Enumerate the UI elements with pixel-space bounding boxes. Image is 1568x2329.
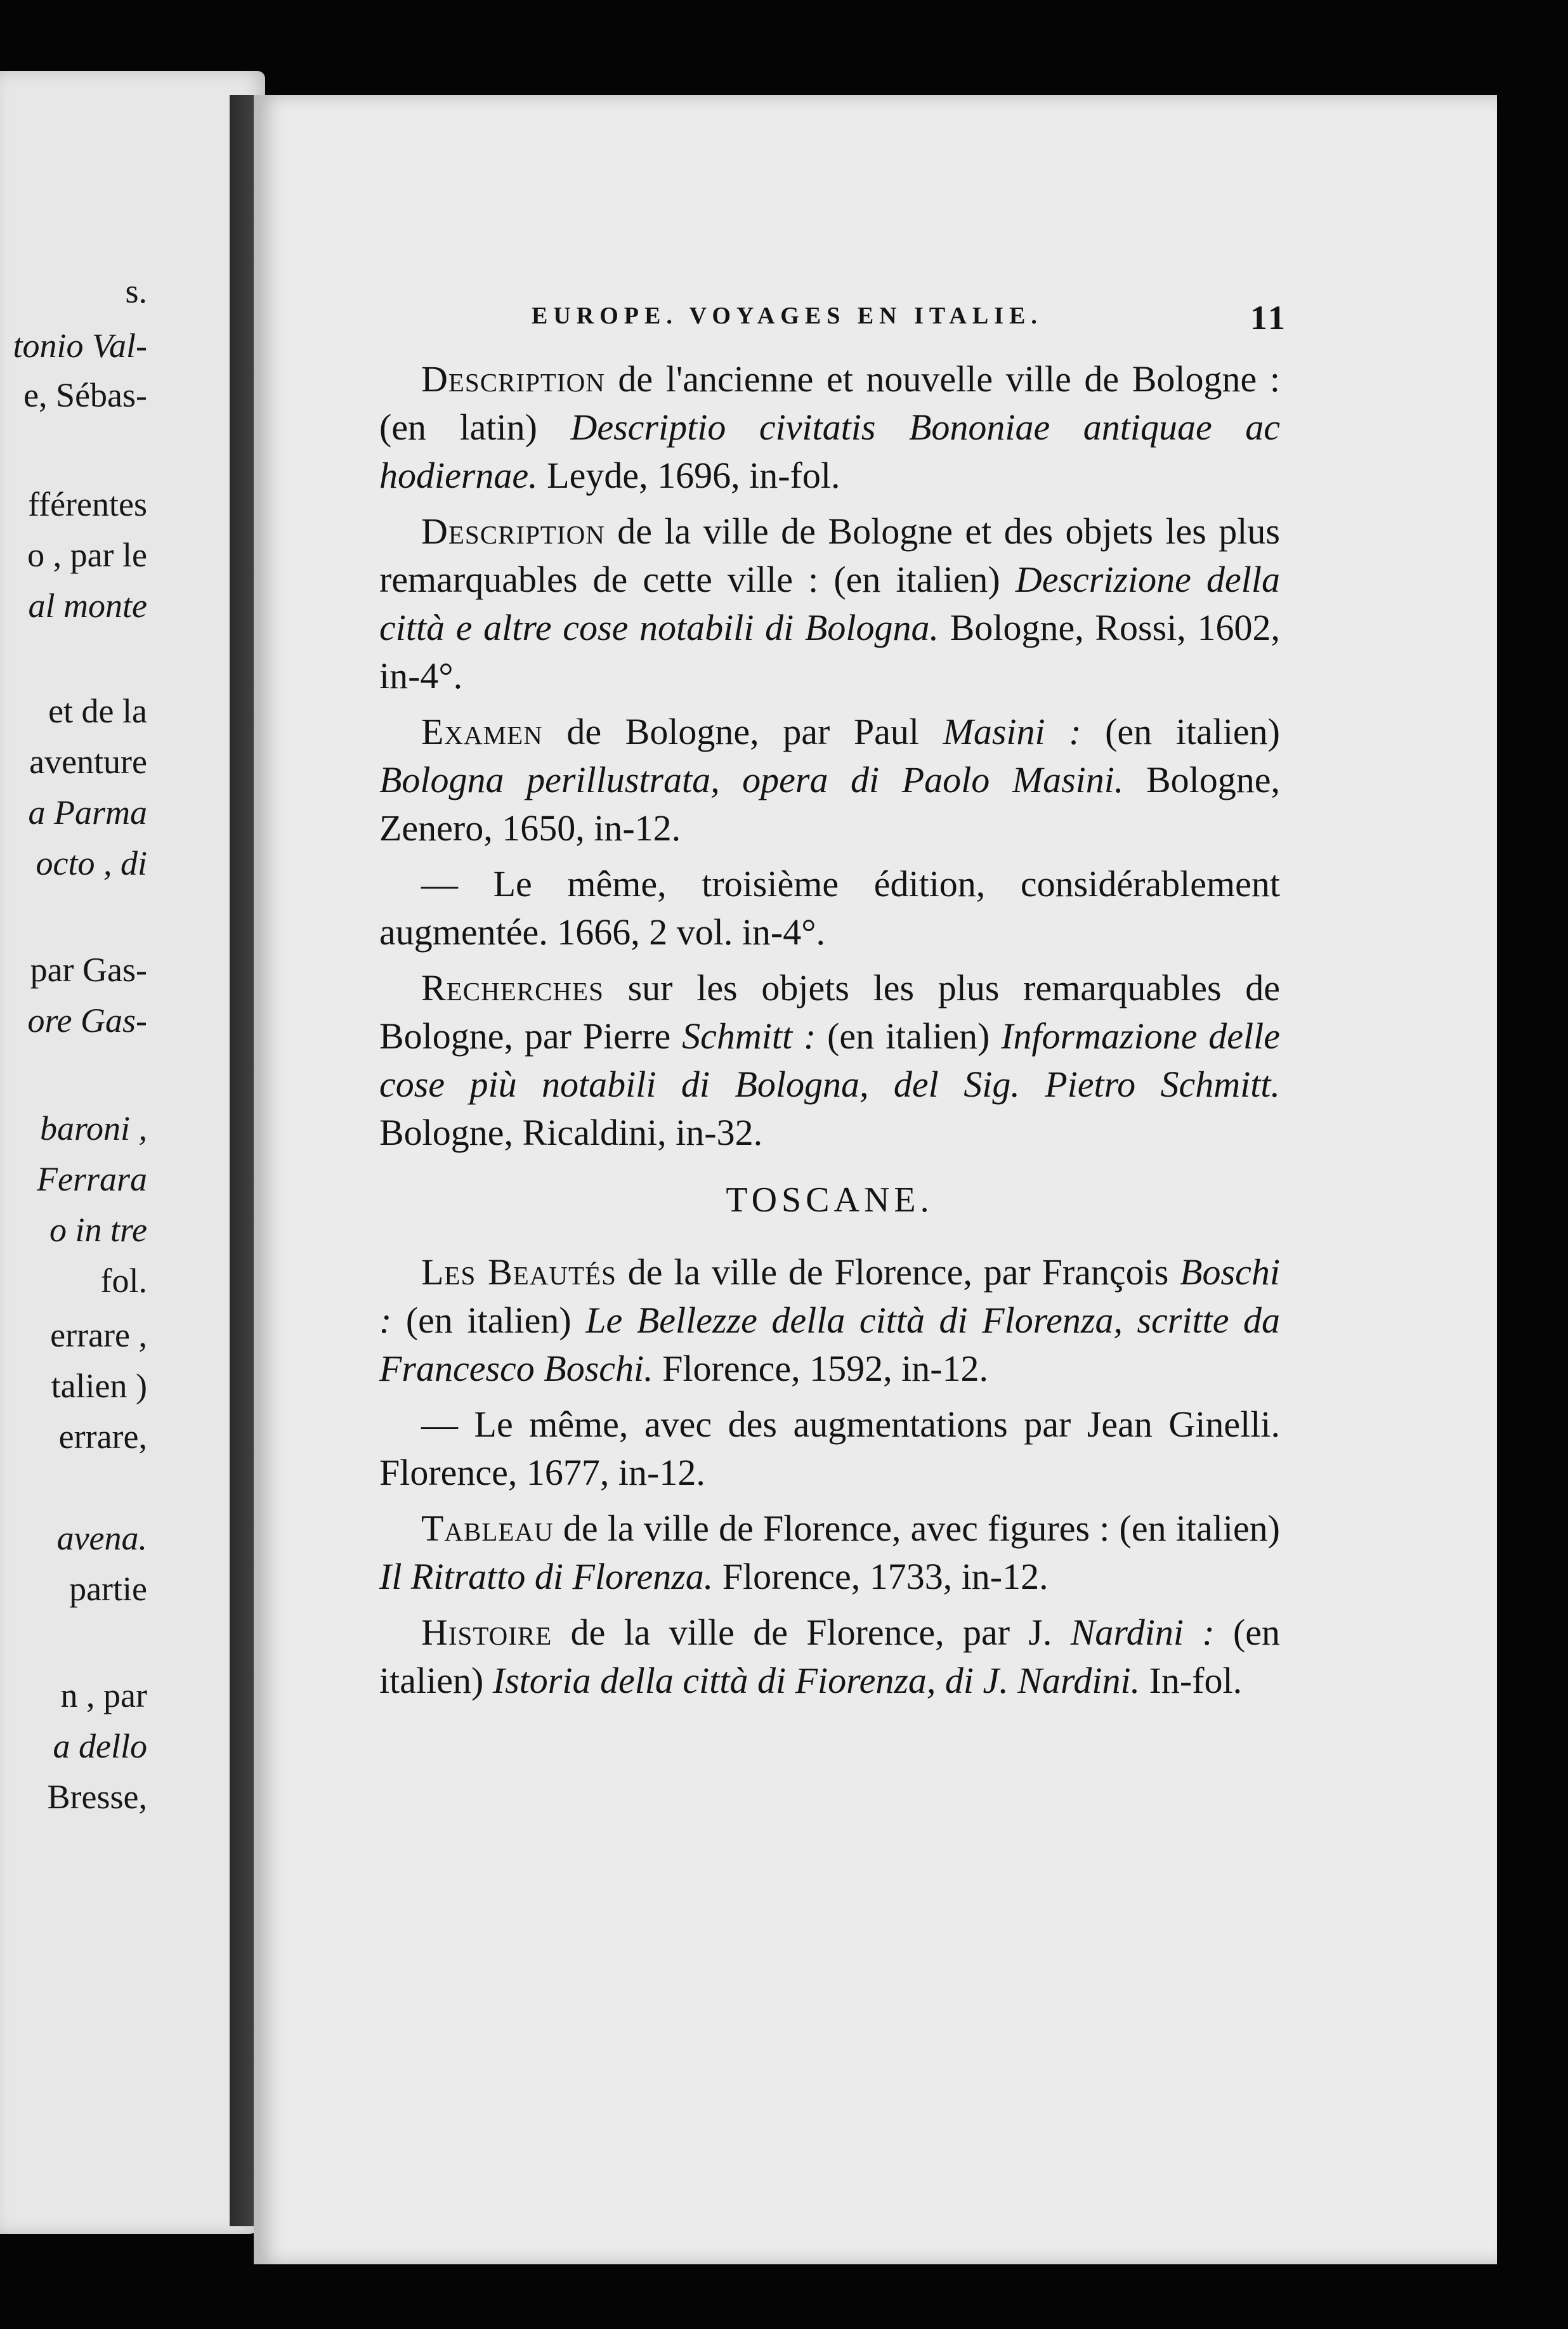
left-page-line: o , par le (27, 536, 147, 574)
entry-title-italic: Boschi : (379, 1251, 1280, 1341)
left-page-line: avena. (56, 1519, 147, 1557)
bibliography-entry (379, 708, 1280, 852)
entry-keyword: Description (421, 358, 605, 400)
entry-text: de la ville de Bologne et des objets les plus remarquables de cette ville : (en italien) (379, 511, 1280, 600)
entry-text: sur les objets les plus remarquables de Bologne, par Pierre (379, 967, 1280, 1057)
left-page-line: a Parma (28, 793, 147, 832)
entries-toscane (379, 1248, 1280, 1705)
entry-keyword: Recherches (421, 967, 604, 1008)
entry-keyword: Tableau (421, 1508, 554, 1549)
left-page-line: Ferrara (37, 1160, 147, 1198)
page-header (532, 298, 1288, 342)
entry-title-italic: Istoria della città di Fiorenza, di J. Nardini. (492, 1660, 1140, 1701)
entry-title-italic: Descrizione della città e altre cose notabili di Bologna. (379, 559, 1280, 648)
left-page-line: al monte (28, 587, 147, 625)
entry-title-italic: Descriptio civitatis Bononiae antiquae ac hodiernae. (379, 407, 1280, 496)
page-number: 11 (1250, 299, 1288, 337)
bibliography-entry (379, 1504, 1280, 1601)
entry-text: — Le même, troisième édition, considérablement augmentée. 1666, 2 vol. in-4°. (379, 863, 1280, 953)
entry-keyword: Les Beautés (421, 1251, 617, 1293)
entry-text: Florence, 1733, in-12. (713, 1556, 1049, 1597)
entry-text: (en italien) (379, 1612, 1280, 1701)
left-page-line: a dello (53, 1727, 147, 1765)
left-page-line: e, Sébas- (23, 376, 147, 414)
left-page-line: octo , di (36, 844, 147, 882)
left-page-line: o in tre (49, 1211, 147, 1249)
entry-text: Bologne, Zenero, 1650, in-12. (379, 759, 1280, 849)
left-page-line: talien ) (51, 1367, 147, 1405)
entry-text: de la ville de Florence, avec figures : (en italien) (553, 1508, 1280, 1549)
bibliography-entry (379, 860, 1280, 956)
entry-text: de la ville de Florence, par François (616, 1251, 1180, 1293)
left-page-line: par Gas- (30, 951, 147, 989)
entry-text: (en italien) (1081, 711, 1280, 752)
left-page-line: ore Gas- (27, 1001, 147, 1040)
entry-text: Bologne, Ricaldini, in-32. (379, 1112, 763, 1153)
bibliography-entry (379, 1248, 1280, 1393)
entry-title-italic: Masini : (943, 711, 1081, 752)
entry-text: (en italien) (816, 1015, 1002, 1057)
entry-text: de Bologne, par Paul (542, 711, 943, 752)
entry-keyword: Examen (421, 711, 543, 752)
entry-text: Bologne, Rossi, 1602, in-4°. (379, 607, 1280, 696)
left-page-line: Bresse, (47, 1778, 147, 1816)
entry-title-italic: Bologna perillustrata, opera di Paolo Masini. (379, 759, 1124, 800)
left-page-line: baroni , (39, 1109, 147, 1147)
section-title: TOSCANE. (726, 1180, 934, 1220)
entry-title-italic: Nardini : (1070, 1612, 1215, 1653)
entry-text: de l'ancienne et nouvelle ville de Bologne : (en latin) (379, 358, 1280, 448)
entry-title-italic: Informazione delle cose più notabili di Bologna, del Sig. Pietro Schmitt. (379, 1015, 1280, 1105)
left-page-line: aventure (29, 743, 147, 781)
entry-title-italic: Il Ritratto di Florenza. (379, 1556, 714, 1597)
left-page-line: n , par (60, 1676, 147, 1714)
left-page-line: s. (125, 272, 147, 310)
left-page-line: fférentes (28, 485, 147, 523)
running-head: EUROPE. VOYAGES EN ITALIE. (532, 303, 1043, 329)
left-page-line: fol. (100, 1262, 147, 1300)
bibliography-entry (379, 507, 1280, 700)
entry-keyword: Histoire (421, 1612, 552, 1653)
left-page-line: partie (69, 1570, 147, 1608)
entries-bologna (379, 355, 1280, 1157)
entry-title-italic: Le Bellezze della città di Florenza, scritte da Francesco Boschi. (379, 1300, 1280, 1389)
bibliography-entry (379, 1400, 1280, 1497)
bibliography-entry (379, 355, 1280, 500)
entry-text: In-fol. (1140, 1660, 1243, 1701)
entry-text: (en italien) (391, 1300, 586, 1341)
left-page-line: errare , (50, 1316, 147, 1354)
entry-title-italic: Schmitt : (682, 1015, 816, 1057)
entry-text: — Le même, avec des augmentations par Jean Ginelli. Florence, 1677, in-12. (379, 1404, 1280, 1493)
entry-text: de la ville de Florence, par J. (552, 1612, 1071, 1653)
entry-keyword: Description (421, 511, 605, 552)
bibliography-entry (379, 1608, 1280, 1705)
text-block (379, 355, 1280, 1705)
left-page-line: errare, (58, 1418, 147, 1456)
entry-text: Leyde, 1696, in-fol. (537, 455, 840, 496)
bibliography-entry (379, 964, 1280, 1157)
entry-text: Florence, 1592, in-12. (653, 1348, 989, 1389)
left-page-line: et de la (48, 692, 147, 730)
left-page-line: tonio Val- (13, 327, 147, 365)
